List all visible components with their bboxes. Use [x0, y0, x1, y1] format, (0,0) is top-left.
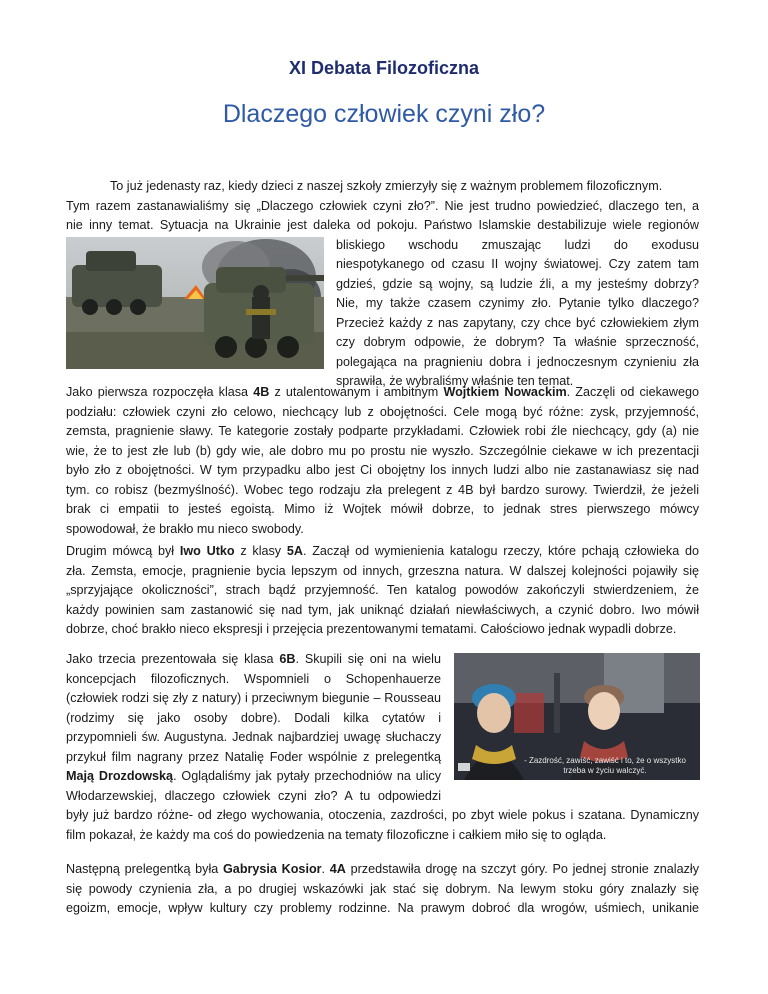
- text-line: niespotykanego od czasu II wojny światowej. Czy zatem tam: [336, 257, 699, 271]
- text-line: Przecież każdy z nas zapytany, czy chce być człowiekiem złym: [336, 315, 699, 330]
- class-name: 6B: [279, 652, 296, 666]
- text-line: film pokazał, że każdy ma coś do powiedzenia na tematy filozoficzne i całkiem miło się to ogląda.: [66, 827, 607, 842]
- military-vehicles-illustration: [66, 237, 324, 369]
- class-name: 4B: [253, 385, 270, 399]
- paragraph-class-6b-continued: [66, 806, 699, 845]
- text-line: nie inny temat. Sytuacja na Ukrainie jest daleka od pokoju. Państwo Islamskie destabilizuje wiele regionów: [66, 218, 699, 232]
- text-run: przedstawiła drogę na szczyt góry. Po jednej stronie znalazły: [345, 862, 699, 876]
- paragraph-class-5a: [66, 542, 699, 640]
- speaker-name: Mają Drozdowską: [66, 769, 174, 783]
- text-line: wie, że to jest złe lub (b) gdy wie, ale dobro mu po prostu nie wyszło. Szczególnie ciekawe w ich prezentacji: [66, 443, 699, 458]
- class-name: 5A: [286, 544, 303, 558]
- text-run: . Skupili się oni na wielu: [295, 652, 441, 666]
- text-run: Jako trzecia prezentowała się klasa: [66, 652, 280, 666]
- text-line: były już bardzo różne- od złego wychowania, otoczenia, zazdrości, po zbyt wiele pokus i szatana. Dynamiczny: [66, 808, 699, 822]
- subtitle-line: - Zazdrość, zawiść, zawiść i to, że o wszystko: [524, 756, 686, 765]
- paragraph-class-6b: [66, 650, 441, 806]
- text-line: [66, 767, 441, 787]
- class-name: 4A: [329, 862, 346, 876]
- text-line: bliskiego wschodu zmuszając ludzi do exodusu: [336, 237, 699, 252]
- text-line: tym. co robisz (bezmyślność). Wobec tego rodzaju zła prelegent z 4B był bardzo surowy. Twierdził, że jeżeli: [66, 482, 699, 497]
- text-line: dobrze, choć brakło nieco ekspresji i przejęcia prezentowanymi tematami. Całościowo jednak wypadli dobrze.: [66, 622, 677, 636]
- text-line: sprawiła, że wybraliśmy właśnie ten temat.: [336, 374, 574, 388]
- article-headline: Dlaczego człowiek czyni zło?: [222, 100, 546, 128]
- text-line: [66, 860, 699, 880]
- text-line: spowodował, że brakło mu nieco swobody.: [66, 521, 304, 536]
- text-line: To już jedenasty raz, kiedy dzieci z naszej szkoły zmierzyły się z ważnym problemem filozoficznym.: [110, 179, 663, 193]
- text-line: Tym razem zastanawialiśmy się „Dlaczego człowiek czyni zło?”. Nie jest trudno powiedzieć, dlaczego ten, a: [66, 198, 699, 213]
- text-line: każdy powinien sam zastanowić się nad tym, jak uniknąć działań niewłaściwych, a czynić dobro. Iwo mówił: [66, 602, 699, 617]
- text-line: (rodzimy się jako osoby dobre). Dodali kilka cytatów i: [66, 710, 441, 725]
- video-subtitle: [510, 756, 700, 776]
- text-line: zła. Zemsta, emocje, pragnienie bycia lepszym od innych, grzeszna natura. W dalszej kolejności pojawiły się: [66, 563, 699, 578]
- subtitle-line: trzeba w życiu walczyć.: [563, 766, 647, 775]
- text-run: . Zaczął od wymienienia katalogu rzeczy, które pchają człowieka do: [302, 544, 699, 558]
- text-run: Jako pierwsza rozpoczęła klasa: [66, 385, 254, 399]
- debate-title: XI Debata Filozoficzna: [288, 58, 480, 78]
- text-line: Włodarzewskiej, dlaczego człowiek czyni zło? A tu odpowiedzi: [66, 788, 441, 803]
- text-line: przykuł film nagrany przez Natalię Foder wspólnie z prelegentką: [66, 749, 441, 764]
- speaker-name: Gabrysia Kosior: [223, 862, 322, 876]
- text-line: (człowiek rodzi się zły z natury) i przeciwnym biegunie – Rousseau: [66, 691, 441, 705]
- military-vehicles-photo: [66, 237, 324, 369]
- text-run: Następną prelegentką była: [66, 862, 224, 876]
- paragraph-class-4b: [66, 383, 699, 539]
- speaker-name: Iwo Utko: [179, 544, 235, 558]
- text-line: koncepcjach filozoficznych. Wspomnieli o Schopenhauerze: [66, 671, 441, 686]
- text-line: gdzieś, gdzie są wojny, są ludzie źli, a my jesteśmy dobrzy?: [336, 276, 699, 291]
- text-line: [66, 542, 699, 562]
- text-line: przypomnieli św. Augustyna. Jednak najbardziej uwagę słuchaczy: [66, 730, 441, 744]
- text-line: [66, 650, 441, 670]
- text-run: .: [321, 862, 330, 876]
- text-line: [66, 383, 699, 403]
- intro-paragraph: [66, 177, 699, 236]
- text-run: . Oglądaliśmy jak pytały przechodniów na ulicy: [173, 769, 441, 783]
- speaker-name: Wojtkiem Nowackim: [443, 385, 567, 399]
- text-run: Drugim mówcą był: [66, 544, 180, 558]
- text-line: polegająca na pragnieniu dobra i jednoczesnym czynieniu zła: [336, 354, 699, 369]
- text-line: Nie, my także czasem czynimy zło. Pytanie tylko dlaczego?: [336, 296, 699, 310]
- text-line: czy dobrym odpowie, że dobrym? Ta właśnie sprzeczność,: [336, 335, 699, 349]
- text-line: zemsta, pragnienie sławy. Te kategorie zostały podparte przykładami. Człowiek robi źle niechcący, gdy (a) nie: [66, 424, 699, 438]
- paragraph-class-4a: [66, 860, 699, 919]
- text-line: było zło z obojętności. W tym przypadku albo jest Ci obojętny los innych ludzi albo nie zastanawiasz się nad: [66, 463, 699, 477]
- text-run: z utalentowanym i ambitnym: [269, 385, 444, 399]
- text-run: z klasy: [234, 544, 287, 558]
- text-line: „sprzyjające okoliczności”, strach bądź przyjemność. Ten katalog powodów zakończyli stwierdzeniem, że: [66, 583, 699, 597]
- text-line: się powody czynienia zła, a po drugiej wskazówki jak stać się dobrym. Na lewym stoku góry znalazły się: [66, 881, 699, 896]
- text-line: podziału: człowiek czyni zło celowo, niechcący lub z obojętności. Cele mogą być różne: zysk, przyjemność,: [66, 404, 699, 419]
- text-line: brak ci empatii to jesteś egoistą. Mimo iż Wojtek mówił dobrze, to jednak stres pierwszego mówcy: [66, 502, 699, 516]
- text-run: . Zaczęli od ciekawego: [566, 385, 700, 399]
- text-line: egoizm, emocje, wpływ kultury czy problemy rodzinne. Na prawym dobroć dla wrogów, uśmiech, unikanie: [66, 901, 699, 915]
- intro-paragraph-wrapped: [336, 236, 699, 392]
